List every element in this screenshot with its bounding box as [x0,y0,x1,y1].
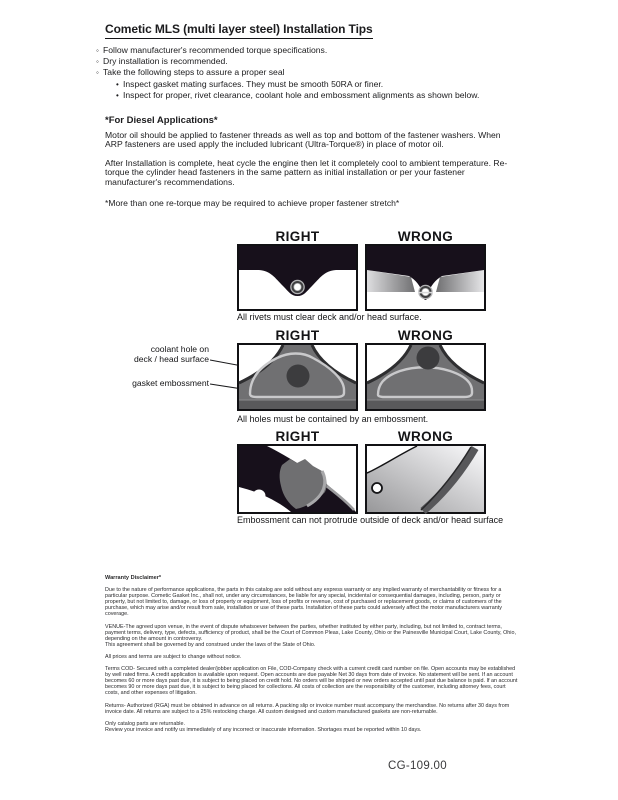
warranty-paragraph: Only catalog parts are returnable. [105,720,186,727]
diagram-embossment-right [237,444,358,514]
diagram-rivet-right [237,244,358,311]
wrong-label: WRONG [397,328,454,343]
diesel-paragraph: Motor oil should be applied to fastener threads as well as top and bottom of the fastener washers. When ARP fasteners are used apply the included lubricant (Ultra-Torque®) in place of motor oil. [105,129,501,150]
retorque-note: *More than one re-torque may be required to achieve proper fastener stretch* [105,197,400,208]
coolant-hole-right-diagram [237,343,358,411]
tip-text: Take the following steps to assure a proper seal [103,67,285,78]
warranty-paragraph: All prices and terms are subject to change without notice. [105,653,242,660]
diesel-heading: *For Diesel Applications* [105,115,218,126]
embossment-wrong-diagram [365,444,486,514]
tip-text: Inspect for proper, rivet clearance, coolant hole and embossment alignments as shown below. [123,89,480,100]
warranty-paragraph: This agreement shall be governed by and construed under the laws of the State of Ohio. [105,641,316,648]
wrong-label: WRONG [397,429,454,444]
warranty-paragraph: Review your invoice and notify us immediately of any incorrect or inaccurate information. Shortages must be reported within 10 days. [105,726,422,733]
right-label: RIGHT [275,429,320,444]
page-title: Cometic MLS (multi layer steel) Installation Tips [105,22,373,39]
rivet-clearance-right-diagram [237,244,358,311]
gasket-embossment-label: gasket embossment [132,378,209,388]
warranty-paragraph: VENUE-The agreed upon venue, in the event of dispute whatsoever between the parties, whether instituted by either party, including, but not limited to, contract terms, payment terms, delivery, type, defects, sufficiency of product, shall be the Court of Common Pleas, Lake County, Ohio or the Painesville Municipal Court, Lake County, Ohio, depending on the amount in controversy. [105,623,516,642]
bullet-marker: • [116,79,119,89]
diagram-hole-right [237,343,358,411]
warranty-heading: Warranty Disclaimer* [105,575,162,581]
bullet-marker: ◦ [96,68,99,78]
diesel-paragraph: After Installation is complete, heat cycle the engine then let it completely cool to ambient temperature. Re-torque the cylinder head fasteners in the same pattern as initial installation or per your fastener manufacturer's recommendations. [105,157,508,187]
warranty-paragraph: Due to the nature of performance applications, the parts in this catalog are sold without any express warranty or any implied warranty of merchantability or fitness for a particular purpose. Cometic Gasket Inc., shall not, under any circumstances, be liable for any special, incidental or consequential damages, including, person, party or property, but not limited to, damage, or loss of property or equipment, loss of profits or revenue, cost of purchased or replacement goods, or claims of customers of the purchase, which may arise and/or result from sale, installation or use of these parts. Installation of these parts could adversely affect the motor manufacturers warranty coverage. [105,587,502,618]
figure-caption: All rivets must clear deck and/or head surface. [237,312,422,322]
warranty-section [105,575,519,739]
wrong-label: WRONG [397,229,454,244]
tip-text: Follow manufacturer's recommended torque specifications. [103,45,328,55]
diagram-embossment-wrong [365,444,486,514]
rivet-clearance-wrong-diagram [365,244,486,311]
coolant-hole-label: coolant hole on deck / head surface [133,344,209,364]
warranty-paragraph: Terms COD- Secured with a completed dealer/jobber application on File, COD-Company check with a current credit card number on file. Open accounts may be established by well rated firms. A credit application is available upon request. Open accounts are due payable Net 30 days from date of invoice. No statement will be sent. If an account becomes 60 or more days past due, it is subject to being placed on credit hold. No orders will be shipped or new orders accepted until past due balance is paid. If an account becomes 90 or more days past due, it is subject to being placed for collections. All costs of collection are the responsibility of the customer, including attorney fees, court costs, and other expenses of litigation. [105,666,518,697]
bullet-marker: ◦ [96,57,99,67]
diagram-rivet-wrong [365,244,486,311]
right-label: RIGHT [275,328,320,343]
bullet-marker: ◦ [96,46,99,55]
page-code: CG-109.00 [388,760,447,772]
figure-caption: All holes must be contained by an embossment. [237,414,429,424]
bullet-marker: • [116,90,119,100]
warranty-paragraph: Returns- Authorized (RGA) must be obtained in advance on all returns. A packing slip or invoice number must accompany the merchandise. No returns after 30 days from invoice date. All returns are subject to a 25% restocking charge. All custom designed and custom manufactured gaskets are non-returnable. [105,702,510,715]
coolant-hole-wrong-diagram [365,343,486,411]
diagram-hole-wrong [365,343,486,411]
tip-text: Dry installation is recommended. [103,56,228,67]
tip-text: Inspect gasket mating surfaces. They must be smooth 50RA or finer. [123,78,384,89]
embossment-right-diagram [237,444,358,514]
right-label: RIGHT [275,229,320,244]
figure-caption: Embossment can not protrude outside of deck and/or head surface [237,515,504,525]
